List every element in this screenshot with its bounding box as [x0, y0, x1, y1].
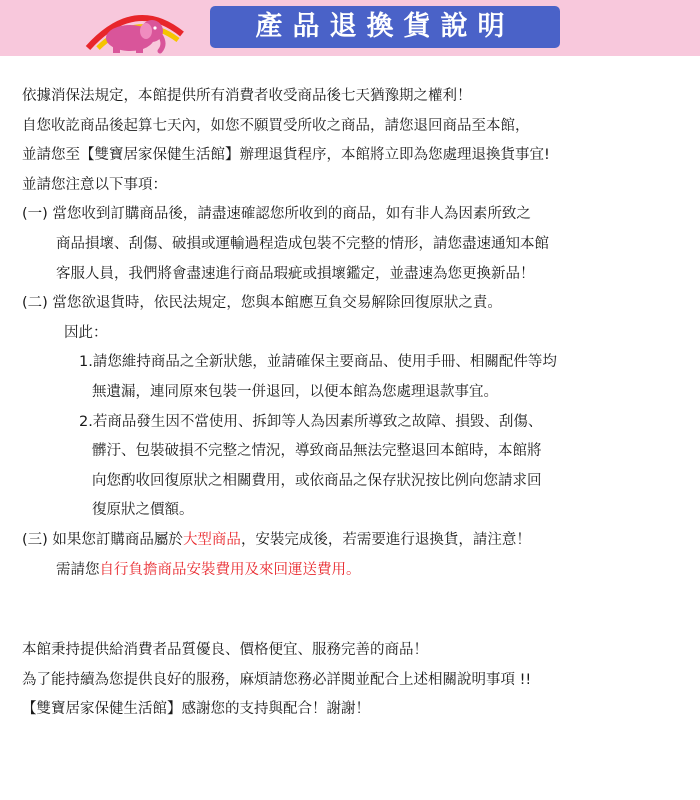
header-banner — [0, 0, 700, 56]
closing-line: 【雙寶居家保健生活館】感謝您的支持與配合！謝謝！ — [22, 701, 370, 718]
return-policy-content — [22, 82, 692, 725]
item3-text: 需請您 — [56, 561, 100, 578]
intro-line: 自您收訖商品後起算七天內，如您不願買受所收之商品，請您退回商品至本館， — [22, 117, 530, 134]
item2-sub2-line: 2.若商品發生因不當使用、拆卸等人為因素所導致之故障、損毀、刮傷、 — [79, 413, 543, 430]
item3-text: (三) 如果您訂購商品屬於 — [22, 531, 183, 548]
page-title: 產品退換貨說明 — [210, 6, 560, 48]
item2-line: (二) 當您欲退貨時，依民法規定，您與本館應互負交易解除回復原狀之責。 — [22, 295, 502, 312]
item2-sub2-line: 髒汙、包裝破損不完整之情況，導致商品無法完整退回本館時，本館將 — [92, 443, 542, 460]
item1-line: (一) 當您收到訂購商品後，請盡速確認您所收到的商品，如有非人為因素所致之 — [22, 206, 531, 223]
item1-line: 客服人員，我們將會盡速進行商品瑕疵或損壞鑑定，並盡速為您更換新品！ — [56, 265, 535, 282]
spacer — [22, 585, 692, 636]
item1-line: 商品損壞、刮傷、破損或運輸過程造成包裝不完整的情形，請您盡速通知本館 — [56, 235, 549, 252]
item3-line — [22, 526, 692, 556]
closing-line: 本館秉持提供給消費者品質優良、價格便宜、服務完善的商品！ — [22, 642, 428, 659]
intro-line: 並請您至【雙寶居家保健生活館】辦理退貨程序，本館將立即為您處理退換貨事宜! — [22, 147, 550, 164]
item2-sub2-line: 復原狀之價額。 — [92, 502, 194, 519]
item2-sub1-line: 1.請您維持商品之全新狀態，並請確保主要商品、使用手冊、相關配件等均 — [79, 354, 557, 371]
item3-line — [22, 556, 692, 586]
elephant-logo-icon — [80, 4, 190, 54]
closing-line: 為了能持續為您提供良好的服務，麻煩請您務必詳閱並配合上述相關說明事項 !! — [22, 671, 532, 688]
item2-sub2-line: 向您酌收回復原狀之相關費用，或依商品之保存狀況按比例向您請求回 — [92, 472, 542, 489]
item2-sub1-line: 無遺漏，連同原來包裝一併退回，以便本館為您處理退款事宜。 — [92, 383, 498, 400]
item2-therefore: 因此： — [64, 324, 108, 341]
item3-text: ，安裝完成後，若需要進行退換貨，請注意！ — [240, 531, 531, 548]
intro-line: 並請您注意以下事項： — [22, 176, 167, 193]
item3-highlight: 大型商品 — [182, 531, 241, 548]
item3-highlight: 自行負擔商品安裝費用及來回運送費用。 — [99, 561, 361, 578]
intro-line: 依據消保法規定，本館提供所有消費者收受商品後七天猶豫期之權利！ — [22, 88, 472, 104]
